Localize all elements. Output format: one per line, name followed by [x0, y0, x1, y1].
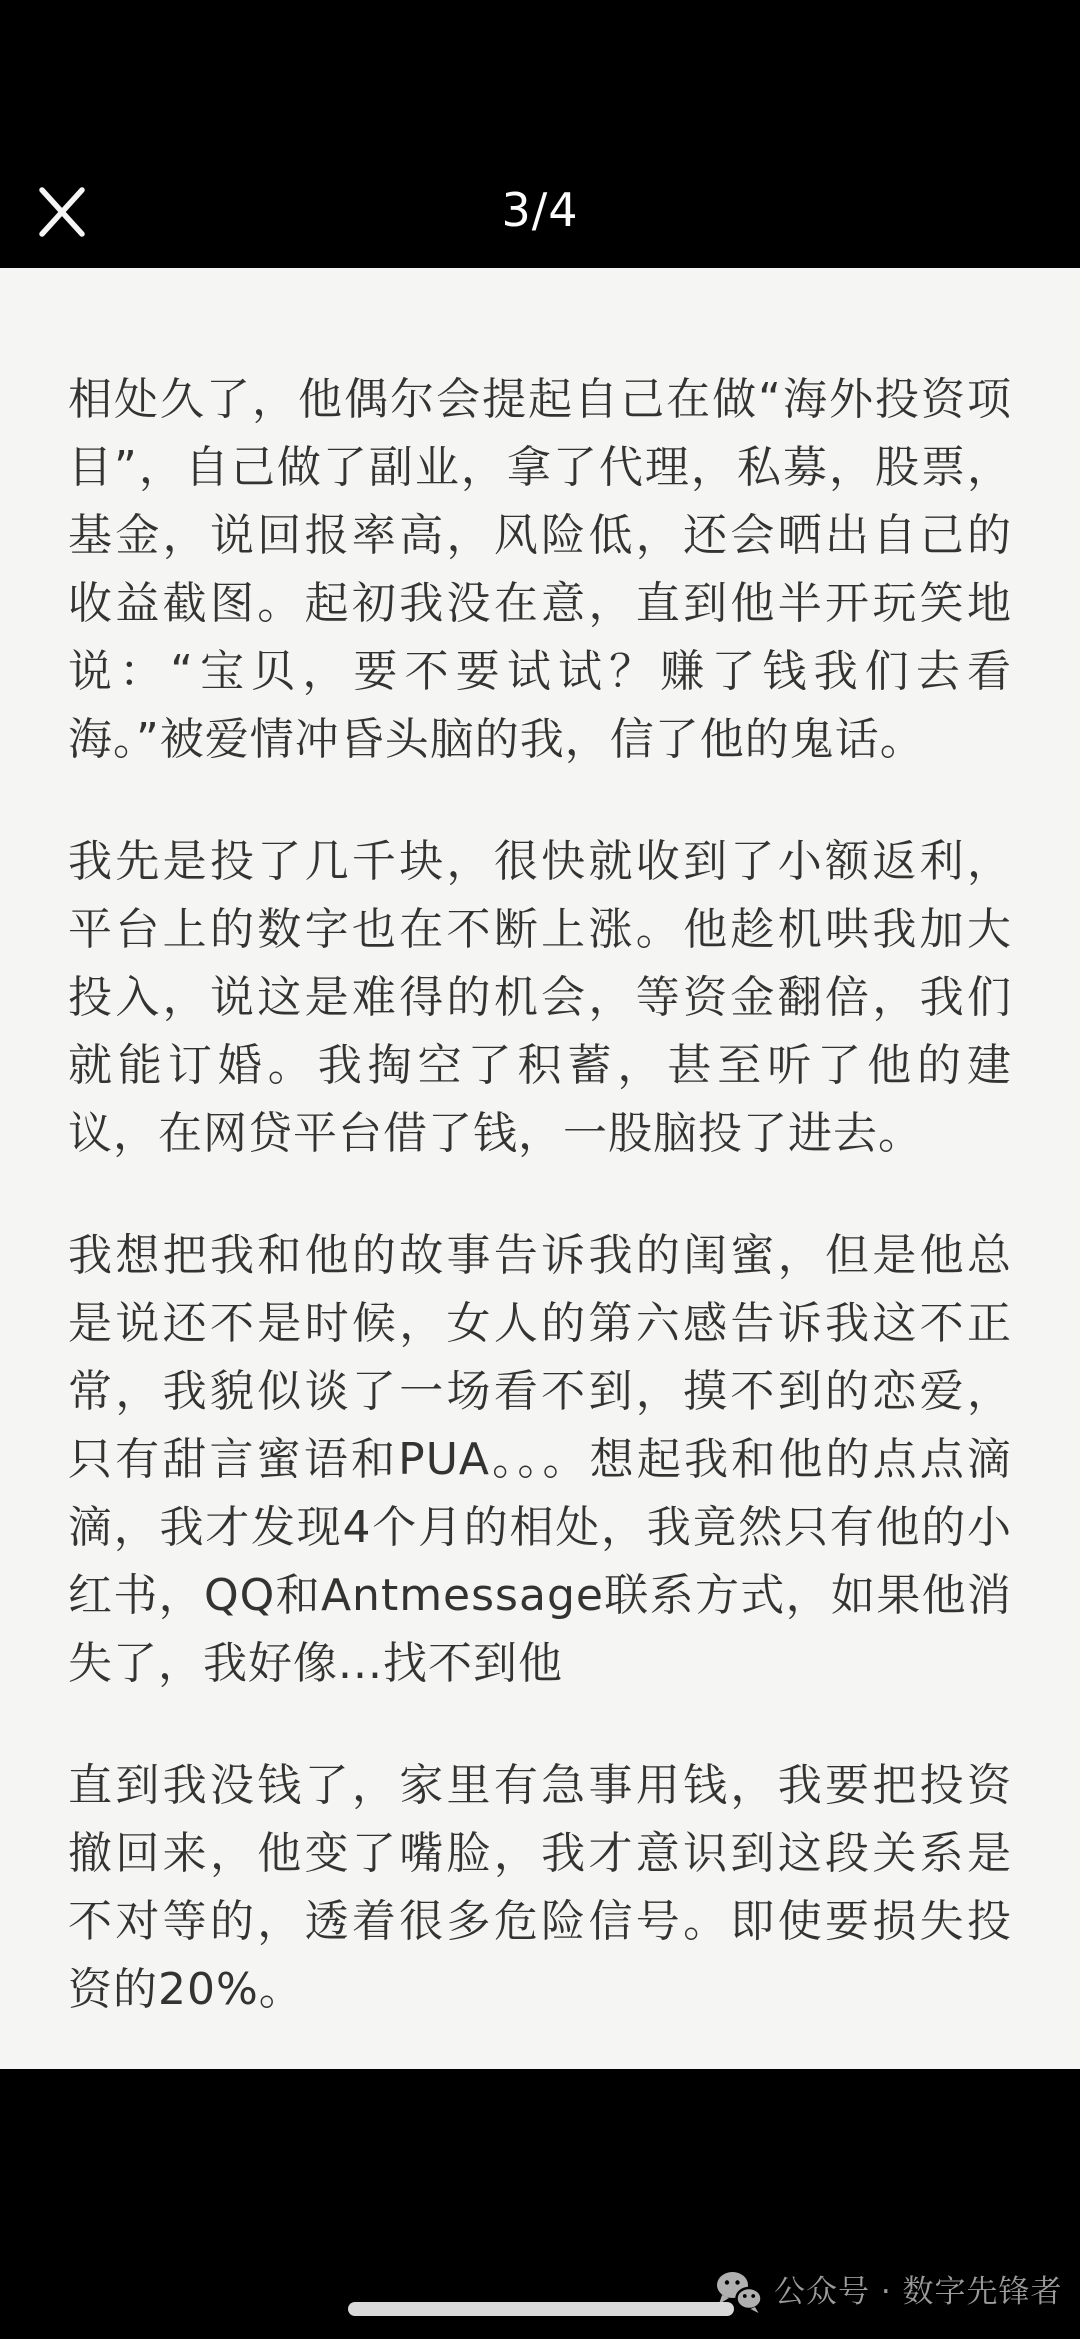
story-page-image[interactable] [0, 268, 1080, 2069]
watermark [716, 2270, 1063, 2314]
page-indicator: 3/4 [501, 183, 579, 237]
story-paragraph: 我想把我和他的故事告诉我的闺蜜，但是他总是说还不是时候，女人的第六感告诉我这不正常，我貌似谈了一场看不到，摸不到的恋爱，只有甜言蜜语和PUA。。。想起我和他的点点滴滴，我才发现4个月的相处，我竟然只有他的小红书，QQ和Antmessage联系方式，如果他消失了，我好像...找不到他 [68, 1230, 1012, 1689]
story-paragraph: 相处久了，他偶尔会提起自己在做“海外投资项目”，自己做了副业，拿了代理，私募，股票，基金，说回报率高，风险低，还会晒出自己的收益截图。起初我没在意，直到他半开玩笑地说：“宝贝，要不要试试？赚了钱我们去看海。”被爱情冲昏头脑的我，信了他的鬼话。 [68, 374, 1012, 765]
story-paragraph: 我先是投了几千块，很快就收到了小额返利，平台上的数字也在不断上涨。他趁机哄我加大投入，说这是难得的机会，等资金翻倍，我们就能订婚。我掏空了积蓄，甚至听了他的建议，在网贷平台借了钱，一股脑投了进去。 [68, 836, 1012, 1159]
viewer-header [0, 184, 1080, 240]
story-paragraph: 直到我没钱了，家里有急事用钱，我要把投资撤回来，他变了嘴脸，我才意识到这段关系是不对等的，透着很多危险信号。即使要损失投资的20%。 [68, 1760, 1012, 2015]
home-indicator-bar[interactable] [348, 2302, 734, 2316]
watermark-label: 公众号 · 数字先锋者 [774, 2274, 1063, 2310]
